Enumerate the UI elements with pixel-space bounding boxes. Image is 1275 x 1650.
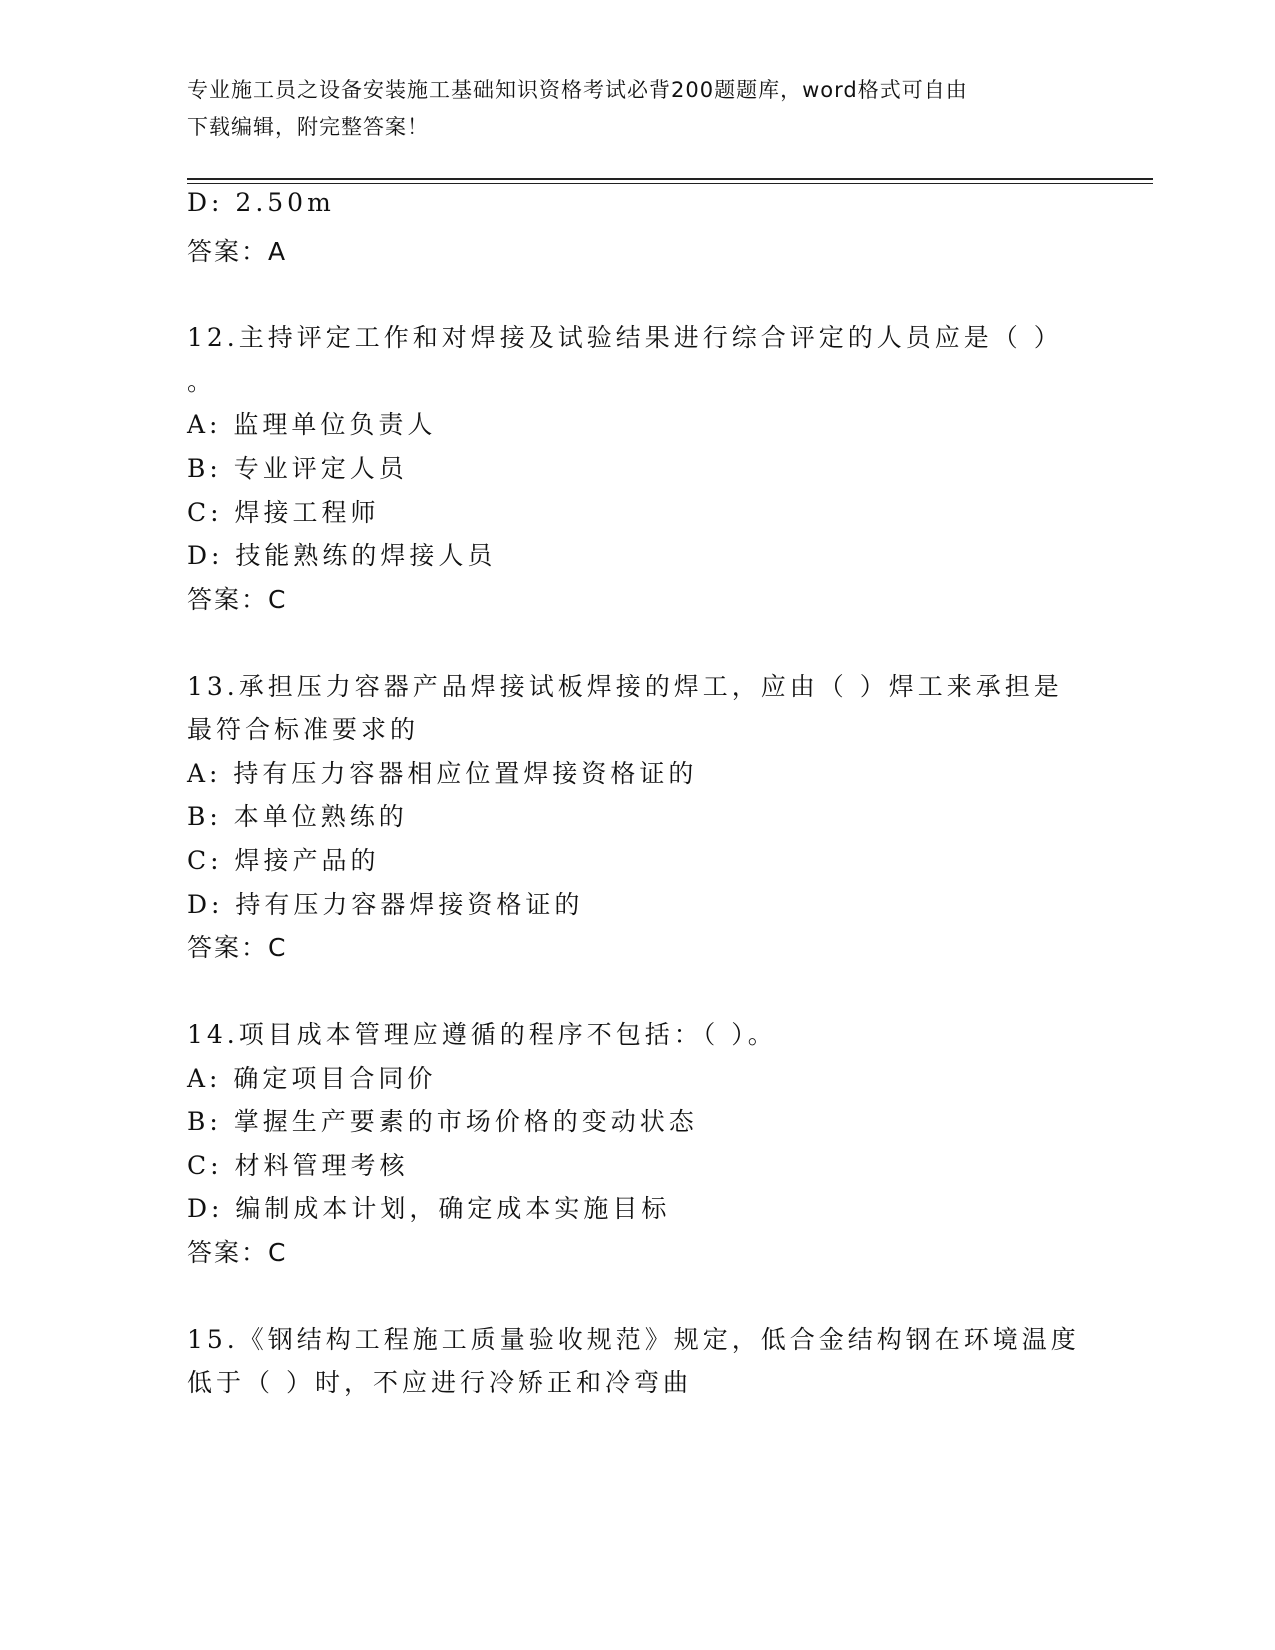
q13-option-a: A: 持有压力容器相应位置焊接资格证的 [187,759,698,788]
q14-option-c: C: 材料管理考核 [187,1151,409,1180]
q14-option-d: D: 编制成本计划，确定成本实施目标 [187,1194,671,1223]
document-header [187,72,1067,146]
q14-answer: 答案：C [187,1238,288,1267]
q14-stem-line-1: 14.项目成本管理应遵循的程序不包括：（ ）。 [187,1020,777,1049]
q13-option-b: B: 本单位熟练的 [187,802,408,831]
q12-option-d: D: 技能熟练的焊接人员 [187,541,497,570]
q12-option-c: C: 焊接工程师 [187,498,380,527]
q13-option-c: C: 焊接产品的 [187,846,380,875]
q12-answer: 答案：C [187,585,288,614]
q12-option-b: B: 专业评定人员 [187,454,408,483]
q13-stem-line-2: 最符合标准要求的 [187,715,420,744]
q12-stem-line-2: 。 [187,367,217,396]
header-divider [187,178,1153,180]
header-line-2: 下载编辑，附完整答案！ [187,115,429,139]
prev-answer: 答案：A [187,237,288,266]
q15-stem-line-1: 15.《钢结构工程施工质量验收规范》规定，低合金结构钢在环境温度 [187,1325,1080,1354]
q13-stem-line-1: 13.承担压力容器产品焊接试板焊接的焊工，应由（ ）焊工来承担是 [187,672,1063,701]
q12-option-a: A: 监理单位负责人 [187,410,437,439]
q13-answer: 答案：C [187,933,288,962]
q15-stem-line-2: 低于（ ）时，不应进行冷矫正和冷弯曲 [187,1368,692,1397]
q14-option-b: B: 掌握生产要素的市场价格的变动状态 [187,1107,698,1136]
prev-option-d: D: 2.50m [187,188,335,217]
header-divider-thin [187,183,1153,184]
q12-stem-line-1: 12.主持评定工作和对焊接及试验结果进行综合评定的人员应是（ ） [187,323,1063,352]
q14-option-a: A: 确定项目合同价 [187,1064,437,1093]
q13-option-d: D: 持有压力容器焊接资格证的 [187,890,584,919]
header-line-1: 专业施工员之设备安装施工基础知识资格考试必背200题题库，word格式可自由 [187,78,968,102]
